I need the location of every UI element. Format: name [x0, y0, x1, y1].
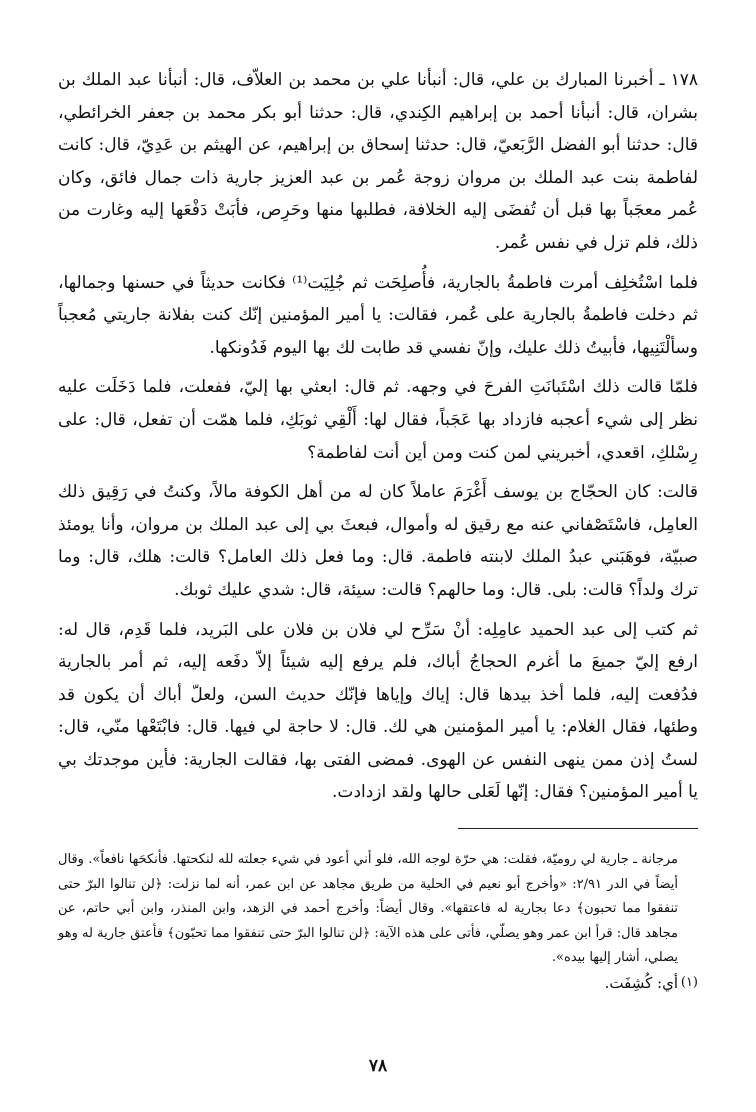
page-number: ٧٨ — [368, 1056, 388, 1076]
footnote-divider — [458, 828, 698, 829]
paragraph-request: فلمّا قالت ذلك اسْتَبانَتِ الفرحَ في وجهه. ثم قال: ابعثي بها إليّ، ففعلت، فلما دَخَلَت عليه نظر إلى شيء أعجبه فازداد بها عَجَباً، فقال لها: أَلْقِي ثوبَكِ، فلما همّت أن تفعل، قال: على رِسْلكِ، اقعدي، أخبريني لمن كنت ومن أين أنت لفاطمة؟ — [58, 377, 698, 463]
paragraph-story: قالت: كان الحجّاج بن يوسف أَغْرَمَ عاملاً كان له من أهل الكوفة مالاً، وكنتُ في رَقِيق ذلك العامِل، فاسْتَصْفاني عنه مع رقيق له وأموال، فبعثَ بي إلى عبد الملك بن مروان، وأنا يومئذ صبيّة، فوهَبَني عبدُ الملك لابنته فاطمة. قال: وما فعل ذلك العامل؟ قالت: هلك، قال: وما ترك ولداً؟ قالت: بلى. قال: وما حالهم؟ قالت: سيئة، قال: شدي عليك ثوبك. — [58, 482, 698, 600]
paragraph-narration: ١٧٨ ـ أخبرنا المبارك بن علي، قال: أنبأنا علي بن محمد بن العلاّف، قال: أنبأنا عبد الملك بن بشران، قال: أنبأنا أحمد بن إبراهيم الكِندي، قال: حدثنا أبو بكر محمد بن جعفر الخرائطي، قال: حدثنا أبو الفضل الرَّبَعيّ، قال: حدثنا إسحاق بن إبراهيم، عن الهيثم بن عَدِيّ، قال: كانت لفاطمة بنت عبد الملك بن مروان زوجة عُمر بن عبد العزيز جارية ذات جمال فائق، وكان عُمر معجَباً بها قبل أن تُفضَى إليه الخلافة، فطلبها منها وحَرِص، فأبَتْ دَفْعَها إليه وغارت من ذلك، فلم تزل في نفس عُمر. — [58, 70, 698, 253]
footnote-continuation: مرجانة ـ جارية لي روميّة، فقلت: هي حرّة لوجه الله، فلو أني أعود في شيء جعلته لله لنكحتها. فأنكحَها نافعاً». وقال أيضاً في الدر ٢/٩١: «وأخرج أبو نعيم في الحلية من طريق مجاهد عن ابن عمر، أنه لما نزلت: ﴿لن تنالوا البرّ حتى تنفقوا مما تحبون﴾ دعا بجارية له فاعتقها». وقال أيضاً: وأخرج أحمد في الزهد، وابن المنذر، وابن أبي حاتم، عن مجاهد قال: قرأ ابن عمر وهو يصلّي، فأتى على هذه الآية: ﴿لن تنالوا البرّ حتى تنفقوا مما تحبّون﴾ فأعتق جارية له وهو يصلي، أشار إليها بيده». — [58, 852, 678, 965]
footnotes — [58, 848, 698, 995]
footnote-text: أي: كُشِفَت. — [604, 973, 678, 992]
footnote-1 — [58, 971, 698, 996]
main-text — [58, 64, 698, 816]
paragraph-caliphate: فلما اسْتُخلِف أمرت فاطمةُ بالجارية، فأُصلِحَت ثم جُلِيَت⁽¹⁾ فكانت حديثاً في حسنها وجمالها، ثم دخلت فاطمةُ بالجارية على عُمر، فقالت: يا أمير المؤمنين إنّك كنت بفلانة جاريتي مُعجباً وسألْتَنِيها، فأبيتُ ذلك عليك، وإنّ نفسي قد طابت لك بها اليوم فَدُونكها. — [58, 272, 699, 358]
paragraph-letter: ثم كتب إلى عبد الحميد عامِلِه: أنْ سَرِّح لي فلان بن فلان على البَريد، فلما قَدِم، قال له: ارفع إليّ جميعَ ما أغرم الحجاجُ أباك، فلم يرفع إليه شيئاً إلاّ دفَعه إليه، ثم أمر بالجارية فدُفعت إليه، فلما أخذ بيدها قال: إياك وإياها فإنّك حديث السن، ولعلّ أباك أن يكون قد وطئها، فقال الغلام: يا أمير المؤمنين هي لك. قال: لا حاجة لي فيها. قال: فابْتَعْها منّي، قال: لستُ إذن ممن ينهى النفس عن الهوى. فمضى الفتى بها، فقالت الجارية: فأين موجدتك بي يا أمير المؤمنين؟ فقال: إنّها لَعَلى حالها ولقد ازدادت. — [58, 619, 699, 803]
footnote-number: (١) — [680, 974, 698, 990]
